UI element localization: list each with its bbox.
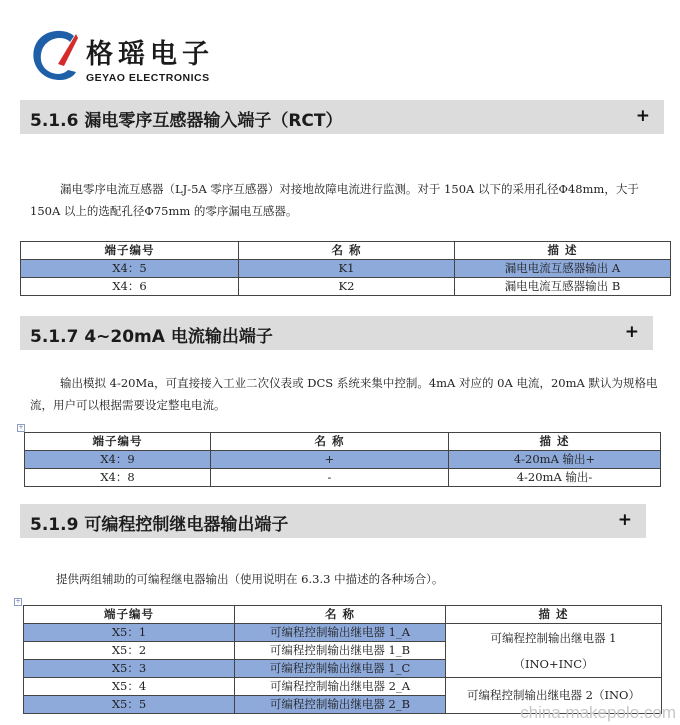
section-title: 5.1.6 漏电零序互感器输入端子（RCT） xyxy=(30,111,343,131)
table-header-row xyxy=(21,242,671,260)
table-row xyxy=(25,451,661,469)
name-cell: 可编程控制输出继电器 1_B xyxy=(235,642,446,660)
col-header-desc: 描 述 xyxy=(449,433,661,451)
source-watermark: china.makepolo.com xyxy=(520,703,676,722)
expand-plus-icon[interactable]: + xyxy=(617,510,632,530)
section-title: 5.1.7 4~20mA 电流输出端子 xyxy=(30,327,273,347)
terminal-cell: X5：3 xyxy=(24,660,235,678)
logo-mark-icon xyxy=(28,26,80,84)
logo-chinese-name: 格瑶电子 xyxy=(86,39,214,70)
terminal-cell: X4：5 xyxy=(21,260,239,278)
terminal-table-relay xyxy=(23,605,662,714)
terminal-cell: X4：8 xyxy=(25,469,211,487)
name-cell: K2 xyxy=(239,278,455,296)
section-description: 漏电零序电流互感器（LJ-5A 零序互感器）对接地故障电流进行监测。对于 150A 以下的采用孔径Φ48mm，大于 150A 以上的选配孔径Φ75mm 的零序漏电互感器。 xyxy=(30,182,639,218)
section-description: 输出模拟 4-20Ma，可直接接入工业二次仪表或 DCS 系统来集中控制。4mA 对应的 0A 电流，20mA 默认为规格电流，用户可以根据需要设定整电电流。 xyxy=(30,376,658,412)
terminal-cell: X5：2 xyxy=(24,642,235,660)
relay1-desc: 可编程控制输出继电器 1 xyxy=(490,630,617,645)
section-description: 提供两组辅助的可编程继电器输出（使用说明在 6.3.3 中描述的各种场合）。 xyxy=(56,572,444,586)
terminal-cell: X5：4 xyxy=(24,678,235,696)
col-header-terminal: 端子编号 xyxy=(24,606,235,624)
desc-cell-relay2: 可编程控制输出继电器 2（INO） xyxy=(446,678,662,714)
col-header-terminal: 端子编号 xyxy=(21,242,239,260)
name-cell: 可编程控制输出继电器 2_B xyxy=(235,696,446,714)
col-header-desc: 描 述 xyxy=(455,242,671,260)
name-cell: - xyxy=(211,469,449,487)
table-row xyxy=(24,624,662,642)
desc-cell-relay1 xyxy=(446,624,662,678)
terminal-table-rct xyxy=(20,241,671,296)
col-header-desc: 描 述 xyxy=(446,606,662,624)
section-heading-relay xyxy=(20,504,646,538)
terminal-cell: X5：5 xyxy=(24,696,235,714)
expand-plus-icon[interactable]: + xyxy=(624,322,639,342)
terminal-cell: X4：9 xyxy=(25,451,211,469)
expand-plus-icon[interactable]: + xyxy=(635,106,650,126)
col-header-terminal: 端子编号 xyxy=(25,433,211,451)
table-row xyxy=(25,469,661,487)
table-header-row xyxy=(25,433,661,451)
col-header-name: 名 称 xyxy=(239,242,455,260)
name-cell: K1 xyxy=(239,260,455,278)
logo-english-name: GEYAO ELECTRONICS xyxy=(86,72,210,84)
section-title: 5.1.9 可编程控制继电器输出端子 xyxy=(30,515,289,535)
col-header-name: 名 称 xyxy=(235,606,446,624)
desc-cell: 漏电电流互感器输出 B xyxy=(455,278,671,296)
name-cell: 可编程控制输出继电器 2_A xyxy=(235,678,446,696)
table-anchor-icon[interactable]: + xyxy=(15,598,21,605)
table-row xyxy=(21,278,671,296)
relay1-desc-sub: （INO+INC） xyxy=(513,656,594,671)
terminal-table-current-output xyxy=(24,432,661,487)
table-row xyxy=(21,260,671,278)
terminal-cell: X4：6 xyxy=(21,278,239,296)
table-row xyxy=(24,678,662,696)
terminal-cell: X5：1 xyxy=(24,624,235,642)
col-header-name: 名 称 xyxy=(211,433,449,451)
table-anchor-icon[interactable]: + xyxy=(18,424,24,431)
name-cell: 可编程控制输出继电器 1_C xyxy=(235,660,446,678)
desc-cell: 4-20mA 输出+ xyxy=(449,451,661,469)
section-heading-rct xyxy=(20,100,664,134)
geyao-logo xyxy=(28,26,238,88)
desc-cell: 漏电电流互感器输出 A xyxy=(455,260,671,278)
name-cell: + xyxy=(211,451,449,469)
desc-cell: 4-20mA 输出- xyxy=(449,469,661,487)
name-cell: 可编程控制输出继电器 1_A xyxy=(235,624,446,642)
table-header-row xyxy=(24,606,662,624)
section-heading-current-output xyxy=(20,316,653,350)
